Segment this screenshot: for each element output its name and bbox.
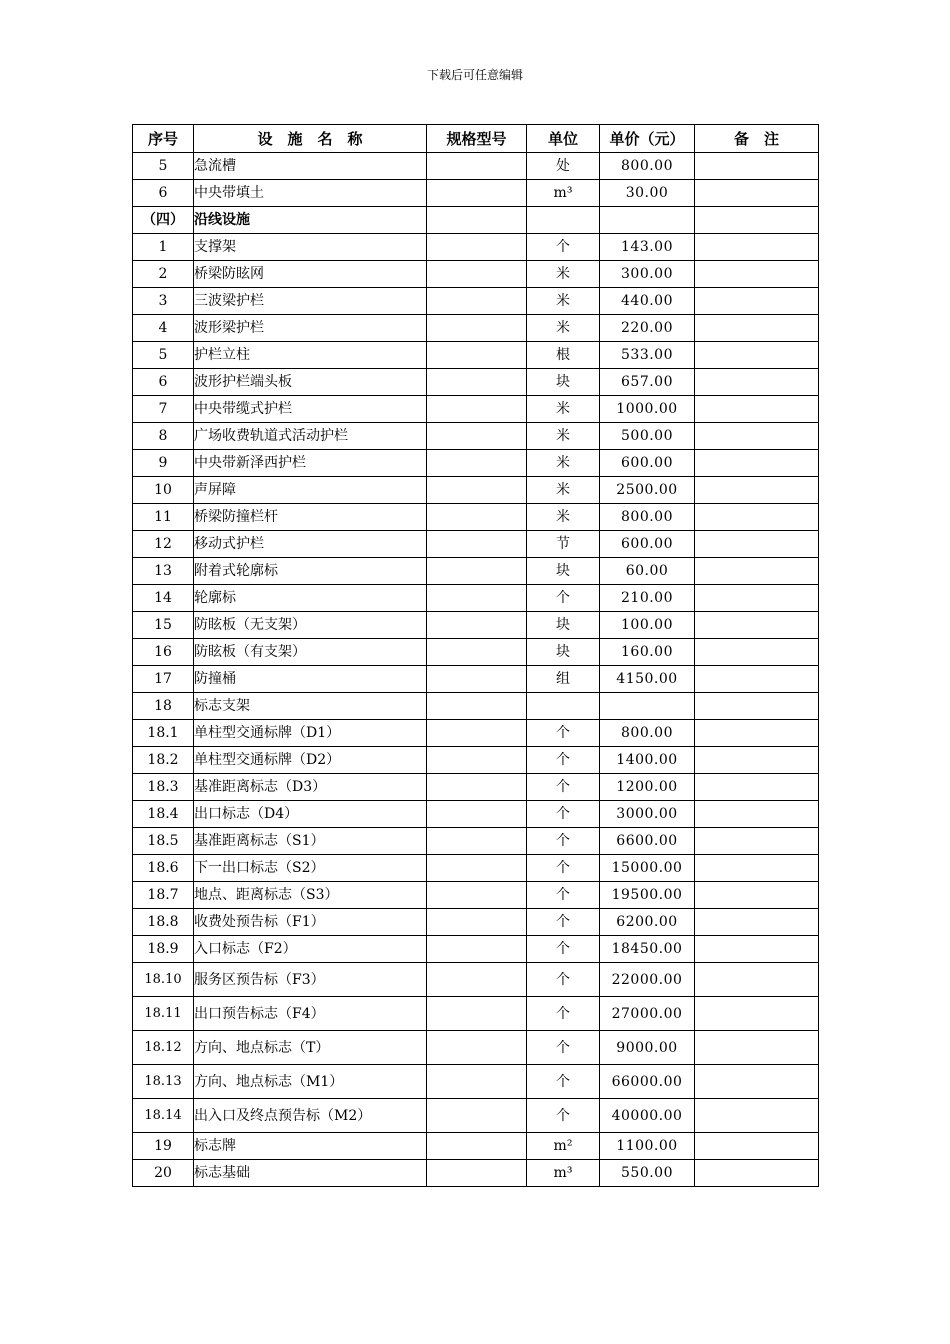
cell-no: 18.14 <box>133 1099 194 1133</box>
cell-name: 防撞桶 <box>194 666 427 693</box>
cell-spec <box>427 882 527 909</box>
cell-price: 600.00 <box>600 450 695 477</box>
cell-no: 18.7 <box>133 882 194 909</box>
cell-name: 附着式轮廓标 <box>194 558 427 585</box>
cell-unit: 节 <box>527 531 600 558</box>
cell-remark <box>695 828 819 855</box>
cell-spec <box>427 180 527 207</box>
header-row <box>133 125 819 153</box>
cell-no: 9 <box>133 450 194 477</box>
cell-remark <box>695 207 819 234</box>
cell-remark <box>695 504 819 531</box>
cell-remark <box>695 1031 819 1065</box>
cell-spec <box>427 504 527 531</box>
table-row <box>133 396 819 423</box>
cell-name: 方向、地点标志（M1） <box>194 1065 427 1099</box>
table-row <box>133 639 819 666</box>
cell-remark <box>695 558 819 585</box>
cell-name: 基准距离标志（D3） <box>194 774 427 801</box>
cell-price: 66000.00 <box>600 1065 695 1099</box>
cell-remark <box>695 288 819 315</box>
price-table <box>132 124 819 1187</box>
table-row <box>133 234 819 261</box>
cell-spec <box>427 1133 527 1160</box>
cell-name: 广场收费轨道式活动护栏 <box>194 423 427 450</box>
col-header-name: 设 施 名 称 <box>194 125 427 153</box>
cell-spec <box>427 1065 527 1099</box>
cell-spec <box>427 909 527 936</box>
cell-no: 18.3 <box>133 774 194 801</box>
table-row <box>133 1065 819 1099</box>
cell-unit: 根 <box>527 342 600 369</box>
cell-name: 防眩板（有支架） <box>194 639 427 666</box>
cell-unit <box>527 207 600 234</box>
cell-no: 18.6 <box>133 855 194 882</box>
cell-no: 14 <box>133 585 194 612</box>
table-row <box>133 936 819 963</box>
cell-unit: 个 <box>527 801 600 828</box>
cell-spec <box>427 234 527 261</box>
cell-price: 2500.00 <box>600 477 695 504</box>
cell-spec <box>427 585 527 612</box>
cell-remark <box>695 882 819 909</box>
cell-name: 中央带填土 <box>194 180 427 207</box>
cell-spec <box>427 396 527 423</box>
cell-spec <box>427 315 527 342</box>
cell-remark <box>695 315 819 342</box>
cell-unit: 个 <box>527 585 600 612</box>
cell-spec <box>427 963 527 997</box>
cell-unit: 个 <box>527 1031 600 1065</box>
table-body <box>133 153 819 1187</box>
cell-unit: 米 <box>527 288 600 315</box>
table-row <box>133 1099 819 1133</box>
cell-no: 18.12 <box>133 1031 194 1065</box>
cell-remark <box>695 997 819 1031</box>
cell-price: 533.00 <box>600 342 695 369</box>
table-row <box>133 558 819 585</box>
table-row <box>133 747 819 774</box>
cell-remark <box>695 1065 819 1099</box>
table-row <box>133 666 819 693</box>
cell-name: 急流槽 <box>194 153 427 180</box>
table-row <box>133 828 819 855</box>
cell-no: 7 <box>133 396 194 423</box>
cell-no: 16 <box>133 639 194 666</box>
cell-name: 方向、地点标志（T） <box>194 1031 427 1065</box>
cell-price: 6600.00 <box>600 828 695 855</box>
cell-spec <box>427 342 527 369</box>
cell-no: 18.11 <box>133 997 194 1031</box>
cell-no: 5 <box>133 342 194 369</box>
cell-name: 标志牌 <box>194 1133 427 1160</box>
cell-remark <box>695 1099 819 1133</box>
cell-no: 20 <box>133 1160 194 1187</box>
cell-price: 100.00 <box>600 612 695 639</box>
cell-name: 单柱型交通标牌（D1） <box>194 720 427 747</box>
table-row <box>133 963 819 997</box>
cell-price: 18450.00 <box>600 936 695 963</box>
table-row <box>133 997 819 1031</box>
cell-no: 13 <box>133 558 194 585</box>
table-row <box>133 1031 819 1065</box>
cell-remark <box>695 477 819 504</box>
cell-name: 出口预告标志（F4） <box>194 997 427 1031</box>
table-row <box>133 612 819 639</box>
cell-unit: 个 <box>527 936 600 963</box>
cell-unit: 个 <box>527 747 600 774</box>
cell-price: 27000.00 <box>600 997 695 1031</box>
cell-no: 18.13 <box>133 1065 194 1099</box>
cell-price: 657.00 <box>600 369 695 396</box>
cell-spec <box>427 558 527 585</box>
cell-no: 8 <box>133 423 194 450</box>
cell-remark <box>695 720 819 747</box>
cell-no: 4 <box>133 315 194 342</box>
cell-price <box>600 207 695 234</box>
table-row <box>133 261 819 288</box>
cell-remark <box>695 396 819 423</box>
cell-remark <box>695 936 819 963</box>
cell-spec <box>427 153 527 180</box>
cell-no: 5 <box>133 153 194 180</box>
cell-unit: 米 <box>527 423 600 450</box>
cell-name: 单柱型交通标牌（D2） <box>194 747 427 774</box>
cell-no: 18.9 <box>133 936 194 963</box>
cell-price: 40000.00 <box>600 1099 695 1133</box>
cell-spec <box>427 369 527 396</box>
table-row <box>133 720 819 747</box>
cell-spec <box>427 477 527 504</box>
table-row <box>133 477 819 504</box>
cell-name: 收费处预告标（F1） <box>194 909 427 936</box>
cell-no: 18.10 <box>133 963 194 997</box>
cell-name: 防眩板（无支架） <box>194 612 427 639</box>
cell-unit: 米 <box>527 261 600 288</box>
cell-unit: 个 <box>527 720 600 747</box>
cell-unit: 米 <box>527 396 600 423</box>
cell-remark <box>695 261 819 288</box>
cell-spec <box>427 1031 527 1065</box>
cell-unit: 处 <box>527 153 600 180</box>
cell-unit: 米 <box>527 504 600 531</box>
table-row <box>133 1133 819 1160</box>
table-row <box>133 153 819 180</box>
cell-no: 18.2 <box>133 747 194 774</box>
cell-no: 19 <box>133 1133 194 1160</box>
col-header-no: 序号 <box>133 125 194 153</box>
cell-remark <box>695 963 819 997</box>
table-row <box>133 504 819 531</box>
cell-name: 标志基础 <box>194 1160 427 1187</box>
cell-no: （四） <box>133 207 194 234</box>
table-row <box>133 801 819 828</box>
cell-no: 3 <box>133 288 194 315</box>
cell-name: 标志支架 <box>194 693 427 720</box>
table-row <box>133 342 819 369</box>
cell-unit: 个 <box>527 774 600 801</box>
cell-remark <box>695 612 819 639</box>
cell-no: 10 <box>133 477 194 504</box>
cell-price: 1100.00 <box>600 1133 695 1160</box>
cell-name: 支撑架 <box>194 234 427 261</box>
cell-remark <box>695 234 819 261</box>
cell-spec <box>427 997 527 1031</box>
cell-price <box>600 693 695 720</box>
cell-name: 地点、距离标志（S3） <box>194 882 427 909</box>
cell-spec <box>427 207 527 234</box>
cell-unit: 个 <box>527 234 600 261</box>
cell-no: 1 <box>133 234 194 261</box>
cell-unit: 米 <box>527 315 600 342</box>
cell-name: 沿线设施 <box>194 207 427 234</box>
cell-price: 9000.00 <box>600 1031 695 1065</box>
cell-spec <box>427 747 527 774</box>
cell-unit: m³ <box>527 180 600 207</box>
cell-spec <box>427 720 527 747</box>
cell-unit: m² <box>527 1133 600 1160</box>
cell-no: 12 <box>133 531 194 558</box>
cell-remark <box>695 801 819 828</box>
cell-price: 600.00 <box>600 531 695 558</box>
cell-price: 800.00 <box>600 504 695 531</box>
cell-unit: 个 <box>527 1065 600 1099</box>
table-row <box>133 585 819 612</box>
cell-price: 1400.00 <box>600 747 695 774</box>
table-row <box>133 315 819 342</box>
cell-spec <box>427 423 527 450</box>
cell-spec <box>427 855 527 882</box>
cell-no: 6 <box>133 180 194 207</box>
cell-spec <box>427 693 527 720</box>
cell-price: 30.00 <box>600 180 695 207</box>
table-row <box>133 693 819 720</box>
table-row <box>133 882 819 909</box>
table-header <box>133 125 819 153</box>
cell-unit: 个 <box>527 828 600 855</box>
cell-remark <box>695 1160 819 1187</box>
col-header-price: 单价（元） <box>600 125 695 153</box>
col-header-unit: 单位 <box>527 125 600 153</box>
cell-no: 18.4 <box>133 801 194 828</box>
cell-name: 服务区预告标（F3） <box>194 963 427 997</box>
cell-name: 轮廓标 <box>194 585 427 612</box>
cell-spec <box>427 774 527 801</box>
cell-name: 波形护栏端头板 <box>194 369 427 396</box>
col-header-remark: 备 注 <box>695 125 819 153</box>
cell-name: 声屏障 <box>194 477 427 504</box>
cell-remark <box>695 1133 819 1160</box>
cell-name: 基准距离标志（S1） <box>194 828 427 855</box>
cell-price: 60.00 <box>600 558 695 585</box>
col-header-spec: 规格型号 <box>427 125 527 153</box>
cell-price: 800.00 <box>600 720 695 747</box>
cell-price: 22000.00 <box>600 963 695 997</box>
cell-no: 18.1 <box>133 720 194 747</box>
cell-remark <box>695 747 819 774</box>
cell-remark <box>695 531 819 558</box>
cell-no: 18.5 <box>133 828 194 855</box>
table-row <box>133 207 819 234</box>
cell-remark <box>695 855 819 882</box>
cell-spec <box>427 639 527 666</box>
cell-price: 440.00 <box>600 288 695 315</box>
cell-name: 桥梁防眩网 <box>194 261 427 288</box>
cell-unit: 个 <box>527 882 600 909</box>
cell-no: 6 <box>133 369 194 396</box>
cell-no: 11 <box>133 504 194 531</box>
cell-remark <box>695 639 819 666</box>
cell-remark <box>695 342 819 369</box>
cell-name: 波形梁护栏 <box>194 315 427 342</box>
cell-price: 220.00 <box>600 315 695 342</box>
cell-name: 出入口及终点预告标（M2） <box>194 1099 427 1133</box>
cell-price: 1200.00 <box>600 774 695 801</box>
cell-spec <box>427 288 527 315</box>
cell-unit: m³ <box>527 1160 600 1187</box>
cell-unit: 块 <box>527 612 600 639</box>
cell-no: 18.8 <box>133 909 194 936</box>
cell-price: 1000.00 <box>600 396 695 423</box>
cell-spec <box>427 612 527 639</box>
cell-name: 中央带缆式护栏 <box>194 396 427 423</box>
cell-no: 18 <box>133 693 194 720</box>
cell-unit: 个 <box>527 997 600 1031</box>
table-row <box>133 180 819 207</box>
cell-price: 6200.00 <box>600 909 695 936</box>
cell-remark <box>695 423 819 450</box>
cell-unit: 组 <box>527 666 600 693</box>
cell-remark <box>695 180 819 207</box>
cell-no: 17 <box>133 666 194 693</box>
cell-no: 2 <box>133 261 194 288</box>
table-row <box>133 450 819 477</box>
cell-spec <box>427 450 527 477</box>
cell-spec <box>427 1099 527 1133</box>
cell-remark <box>695 585 819 612</box>
cell-unit <box>527 693 600 720</box>
header-note: 下载后可任意编辑 <box>426 68 523 82</box>
cell-price: 160.00 <box>600 639 695 666</box>
cell-remark <box>695 693 819 720</box>
cell-name: 出口标志（D4） <box>194 801 427 828</box>
cell-remark <box>695 774 819 801</box>
table-row <box>133 369 819 396</box>
table-row <box>133 855 819 882</box>
cell-remark <box>695 666 819 693</box>
cell-spec <box>427 828 527 855</box>
table-row <box>133 288 819 315</box>
cell-price: 15000.00 <box>600 855 695 882</box>
cell-unit: 块 <box>527 639 600 666</box>
cell-unit: 个 <box>527 1099 600 1133</box>
table-row <box>133 1160 819 1187</box>
cell-price: 800.00 <box>600 153 695 180</box>
cell-unit: 个 <box>527 909 600 936</box>
cell-price: 19500.00 <box>600 882 695 909</box>
table-row <box>133 909 819 936</box>
cell-remark <box>695 153 819 180</box>
cell-spec <box>427 531 527 558</box>
cell-unit: 米 <box>527 477 600 504</box>
cell-price: 210.00 <box>600 585 695 612</box>
cell-unit: 块 <box>527 369 600 396</box>
cell-name: 中央带新泽西护栏 <box>194 450 427 477</box>
cell-unit: 个 <box>527 855 600 882</box>
cell-name: 护栏立柱 <box>194 342 427 369</box>
cell-remark <box>695 909 819 936</box>
cell-unit: 米 <box>527 450 600 477</box>
cell-unit: 块 <box>527 558 600 585</box>
cell-name: 入口标志（F2） <box>194 936 427 963</box>
cell-spec <box>427 1160 527 1187</box>
cell-name: 桥梁防撞栏杆 <box>194 504 427 531</box>
table-row <box>133 531 819 558</box>
cell-unit: 个 <box>527 963 600 997</box>
cell-spec <box>427 936 527 963</box>
cell-price: 143.00 <box>600 234 695 261</box>
cell-spec <box>427 666 527 693</box>
cell-remark <box>695 369 819 396</box>
table-row <box>133 423 819 450</box>
table-row <box>133 774 819 801</box>
cell-price: 550.00 <box>600 1160 695 1187</box>
cell-remark <box>695 450 819 477</box>
cell-name: 三波梁护栏 <box>194 288 427 315</box>
cell-spec <box>427 801 527 828</box>
cell-price: 300.00 <box>600 261 695 288</box>
cell-price: 4150.00 <box>600 666 695 693</box>
cell-spec <box>427 261 527 288</box>
cell-no: 15 <box>133 612 194 639</box>
cell-name: 移动式护栏 <box>194 531 427 558</box>
cell-name: 下一出口标志（S2） <box>194 855 427 882</box>
cell-price: 3000.00 <box>600 801 695 828</box>
cell-price: 500.00 <box>600 423 695 450</box>
